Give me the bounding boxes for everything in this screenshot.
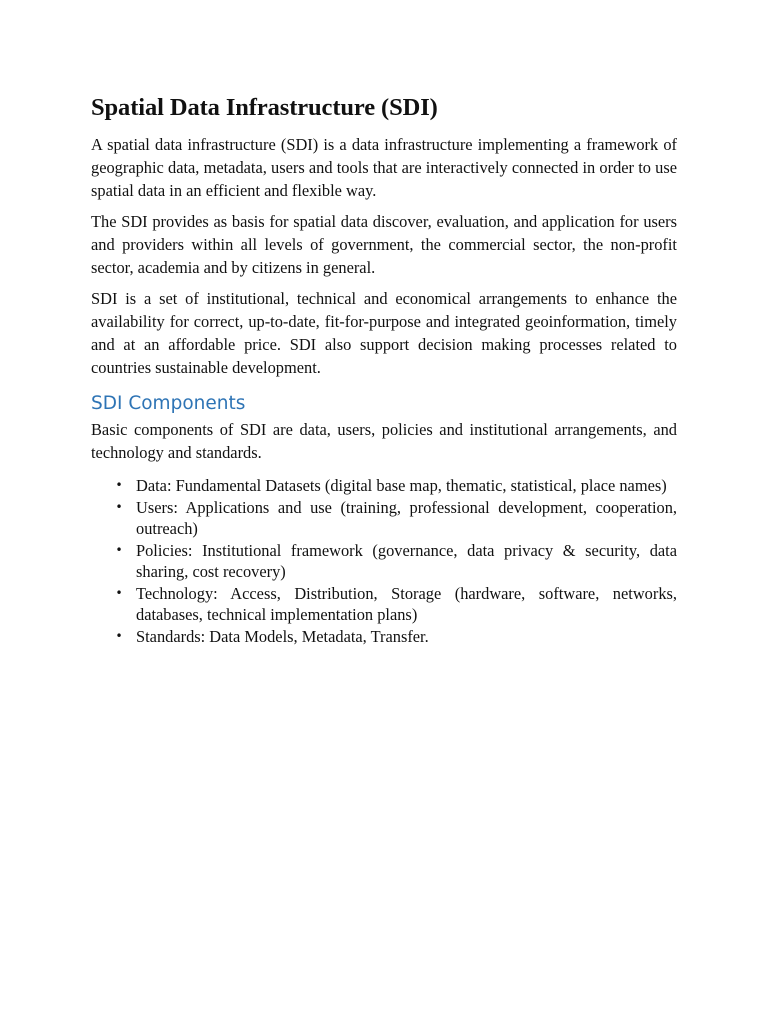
page-title: Spatial Data Infrastructure (SDI) (91, 94, 438, 121)
list-item (91, 540, 677, 582)
bullet-icon: • (115, 500, 123, 514)
list-item-text: Data: Fundamental Datasets (digital base map, thematic, statistical, place names) (136, 476, 667, 495)
list-item-text: Users: Applications and use (training, professional development, cooperation, outreach) (136, 498, 677, 538)
list-item (91, 475, 677, 496)
section-intro: Basic components of SDI are data, users, policies and institutional arrangements, and technology and standards. (91, 420, 677, 462)
list-item-text: Standards: Data Models, Metadata, Transfer. (136, 627, 429, 646)
bullet-icon: • (115, 543, 123, 557)
components-list (91, 475, 677, 647)
bullet-icon: • (115, 629, 123, 643)
paragraph-purpose: The SDI provides as basis for spatial data discover, evaluation, and application for users and providers within all levels of government, the commercial sector, the non-profit sector, academia and by citizens in general. (91, 212, 677, 277)
list-item (91, 497, 677, 539)
bullet-icon: • (115, 586, 123, 600)
bullet-icon: • (115, 478, 123, 492)
paragraph-arrangements: SDI is a set of institutional, technical and economical arrangements to enhance the availability for correct, up-to-date, fit-for-purpose and integrated geoinformation, timely and at an affordable price. SDI also support decision making processes related to countries sustainable development. (91, 289, 677, 377)
list-item-text: Policies: Institutional framework (governance, data privacy & security, data sharing, cost recovery) (136, 541, 677, 581)
list-item-text: Technology: Access, Distribution, Storage (hardware, software, networks, databases, technical implementation plans) (136, 584, 677, 624)
paragraph-definition: A spatial data infrastructure (SDI) is a data infrastructure implementing a framework of geographic data, metadata, users and tools that are interactively connected in order to use spatial data in an efficient and flexible way. (91, 135, 677, 200)
section-heading: SDI Components (91, 393, 246, 414)
list-item (91, 583, 677, 625)
list-item (91, 626, 677, 647)
